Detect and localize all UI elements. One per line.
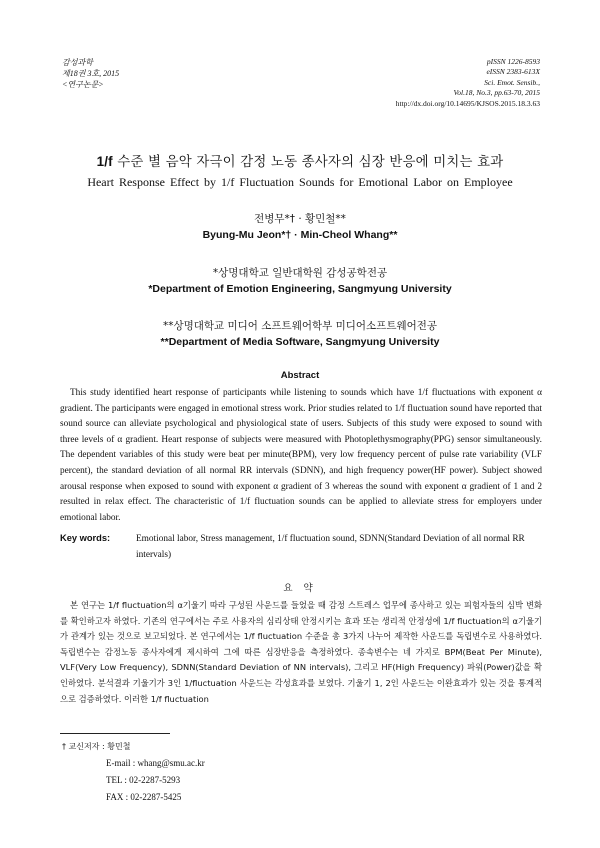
- article-type: <연구논문>: [62, 80, 104, 89]
- footnote-divider: [60, 733, 170, 734]
- affiliation-2-english: **Department of Media Software, Sangmyung University: [160, 336, 440, 348]
- correspondence-tel: TEL : 02-2287-5293: [106, 775, 181, 785]
- summary-heading: 요 약: [283, 583, 317, 594]
- abstract-body: This study identified heart response of participants while listening to sounds which have 1/f fluctuations with exponent α gradient. The participants were engaged in emotional stress work. Prior studies related to 1/f fluctuation sound have reported that sound source can alleviate psychological and physiological state of users. Subjects of this study were exposed to sound with three levels of α gradient. Heart response of subjects were measured with Photoplethysmography(PPG) sensor simultaneously. The dependent variables of this study were beat per minute(BPM), very low frequency percent of pulse rate variability (VLF percent), the standard deviation of all normal RR intervals (SDNN), and high frequency power(HF power). Subject showed arousal response when exposed to sound with exponent α gradient of 3 whereas the sound with exponent α gradient of 1 and 2 resulted in relax effect. The characteristic of 1/f fluctuation sounds can be applied to alleviate stress for employers under emotional labor.: [60, 388, 542, 523]
- keywords: [60, 531, 542, 563]
- title-korean: [0, 151, 600, 170]
- pissn: pISSN 1226-8593: [486, 57, 540, 66]
- abstract-heading: Abstract: [280, 370, 320, 381]
- journal-header-left: [62, 57, 119, 90]
- title-english: Heart Response Effect by 1/f Fluctuation Sounds for Emotional Labor on Employee: [87, 175, 513, 189]
- volume-pages: Vol.18, No.3, pp.63-70, 2015: [453, 88, 540, 98]
- correspondence-footnote: [62, 738, 205, 806]
- doi-link[interactable]: http://dx.doi.org/10.14695/KJSOS.2015.18.3.63: [395, 98, 540, 108]
- journal-name: 감성과학: [62, 58, 93, 67]
- correspondence-email[interactable]: E-mail : whang@smu.ac.kr: [106, 758, 205, 768]
- authors-korean: 전병무*† · 황민철**: [254, 213, 346, 225]
- journal-header-right: [396, 57, 540, 109]
- title-korean-prefix: 1/f: [96, 154, 113, 169]
- affiliation-2-korean: **상명대학교 미디어 소프트웨어학부 미디어소프트웨어전공: [162, 320, 438, 332]
- journal-abbrev: Sci. Emot. Sensib.,: [484, 77, 540, 87]
- authors-english: Byung-Mu Jeon*† · Min-Cheol Whang**: [202, 229, 398, 241]
- correspondence-fax: FAX : 02-2287-5425: [106, 792, 182, 802]
- summary-body: 본 연구는 1/f fluctuation의 α기울기 따라 구성된 사운드를 들었을 때 감정 스트레스 업무에 종사하고 있는 피험자들의 심박 변화를 확인하고자 하였다. 기존의 연구에서는 주로 사용자의 심리상태 안정시키는 효과 또는 생리적 안정성에 1/f fluctuation의 α기울기가 관계가 있는 것으로 보고되었다. 본 연구에서는 1/f fluctuation 수준을 총 3가지 나누어 제작한 사운드를 독립변수로 사용하였다. 독립변수는 감정노동 종사자에게 제시하여 그에 따른 심장반응을 측정하였다. 종속변수는 네 가지로 BPM(Beat Per Minute), VLF(Very Low Frequency), SDNN(Standard Deviation of NN intervals), 그리고 HF(High Frequency) 파워(Power)값을 확인하였다. 분석결과 기울기가 3인 1/fluctuation 사운드는 각성효과를 보였다. 기울기 1, 2인 사운드는 이완효과가 있는 것을 통계적으로 검증하였다. 이러한 1/f fluctuation: [60, 600, 542, 704]
- affiliation-1-korean: *상명대학교 일반대학원 감성공학전공: [212, 267, 388, 279]
- correspondence-author: † 교신저자 : 황민철: [62, 742, 131, 751]
- journal-volume: 제18권 3호, 2015: [62, 69, 120, 78]
- title-korean-rest: 수준 별 음악 자극이 감정 노동 종사자의 심장 반응에 미치는 효과: [112, 155, 504, 170]
- eissn: eISSN 2383-613X: [486, 67, 540, 77]
- keywords-label: Key words:: [60, 533, 111, 543]
- keywords-text: Emotional labor, Stress management, 1/f fluctuation sound, SDNN(Standard Deviation of all normal RR intervals): [136, 534, 525, 560]
- affiliation-1-english: *Department of Emotion Engineering, Sangmyung University: [148, 283, 452, 295]
